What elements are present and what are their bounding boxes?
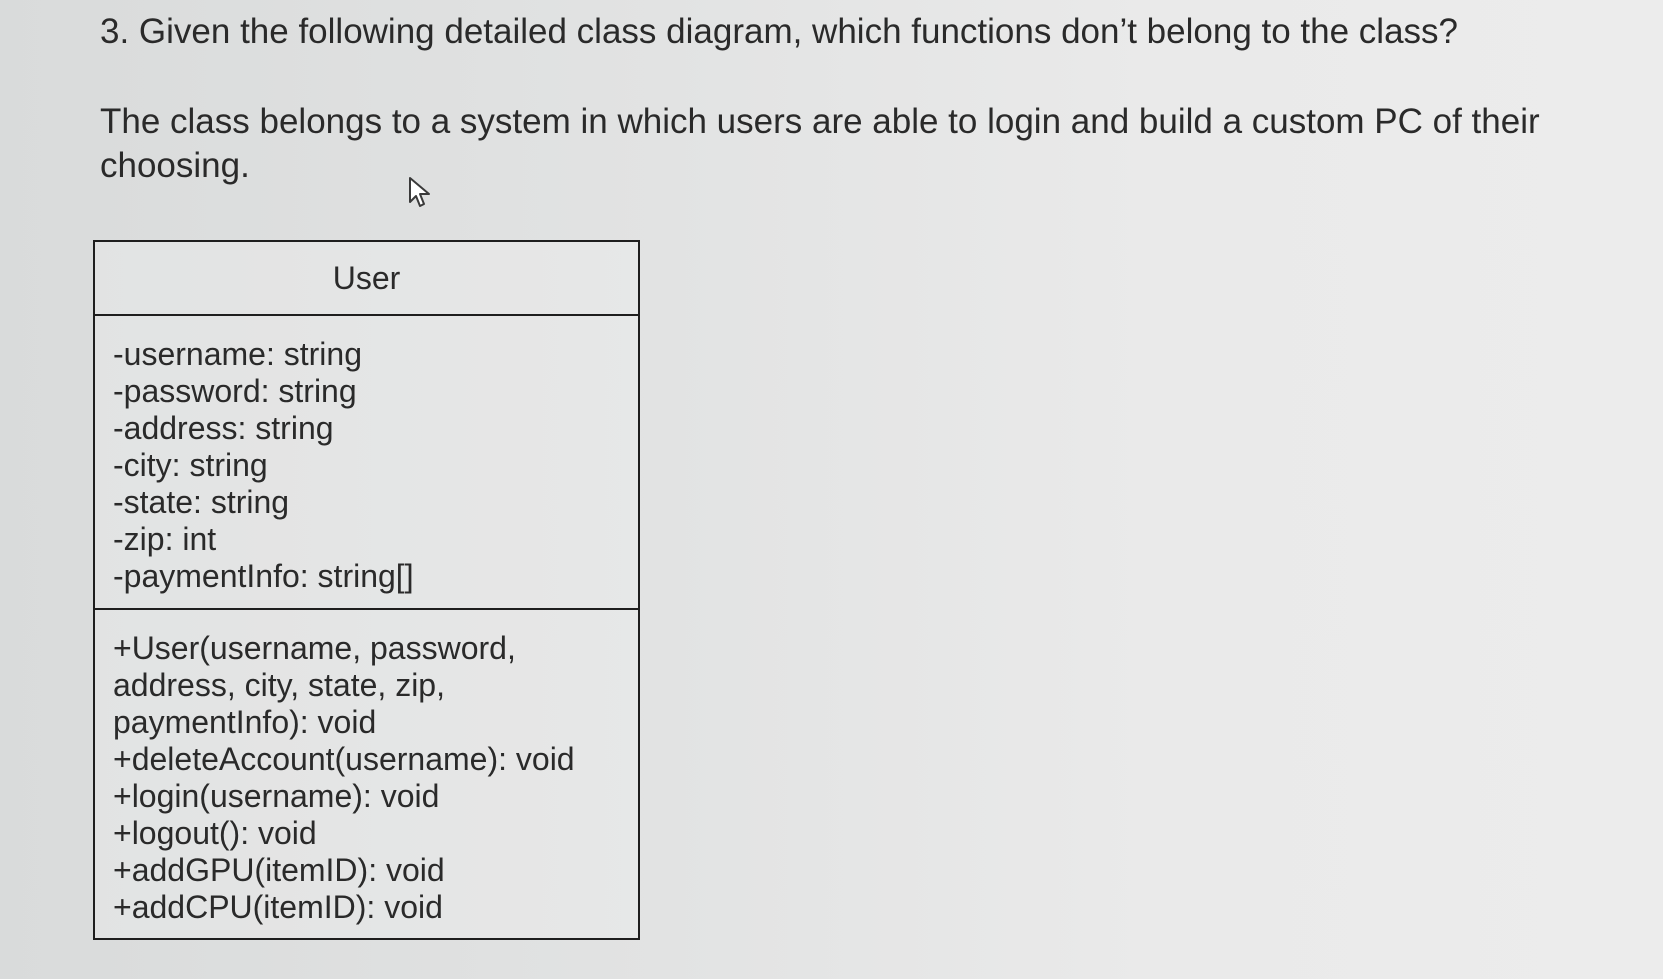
attribute-row: -username: string <box>113 336 362 372</box>
mouse-pointer-icon <box>408 176 434 208</box>
class-name: User <box>95 242 638 316</box>
method-row: +deleteAccount(username): void <box>113 741 575 777</box>
question-text: 3. Given the following detailed class diagram, which functions don’t belong to the class? <box>100 12 1459 51</box>
attribute-row: -password: string <box>113 373 357 409</box>
method-row: +login(username): void <box>113 778 440 814</box>
attribute-row: -city: string <box>113 447 268 483</box>
method-row: +addCPU(itemID): void <box>113 889 443 925</box>
method-row: address, city, state, zip, <box>113 667 445 703</box>
attribute-row: -state: string <box>113 484 290 520</box>
attributes-compartment <box>95 316 638 610</box>
attribute-row: -address: string <box>113 410 334 446</box>
uml-class-box <box>93 240 640 940</box>
question-context: The class belongs to a system in which users are able to login and build a custom PC of their choosing. <box>100 102 1540 185</box>
method-row: paymentInfo): void <box>113 704 377 740</box>
methods-compartment <box>95 610 638 926</box>
method-row: +addGPU(itemID): void <box>113 852 445 888</box>
attribute-row: -paymentInfo: string[] <box>113 558 414 594</box>
method-row: +logout(): void <box>113 815 317 851</box>
method-row: +User(username, password, <box>113 630 516 666</box>
attribute-row: -zip: int <box>113 521 217 557</box>
